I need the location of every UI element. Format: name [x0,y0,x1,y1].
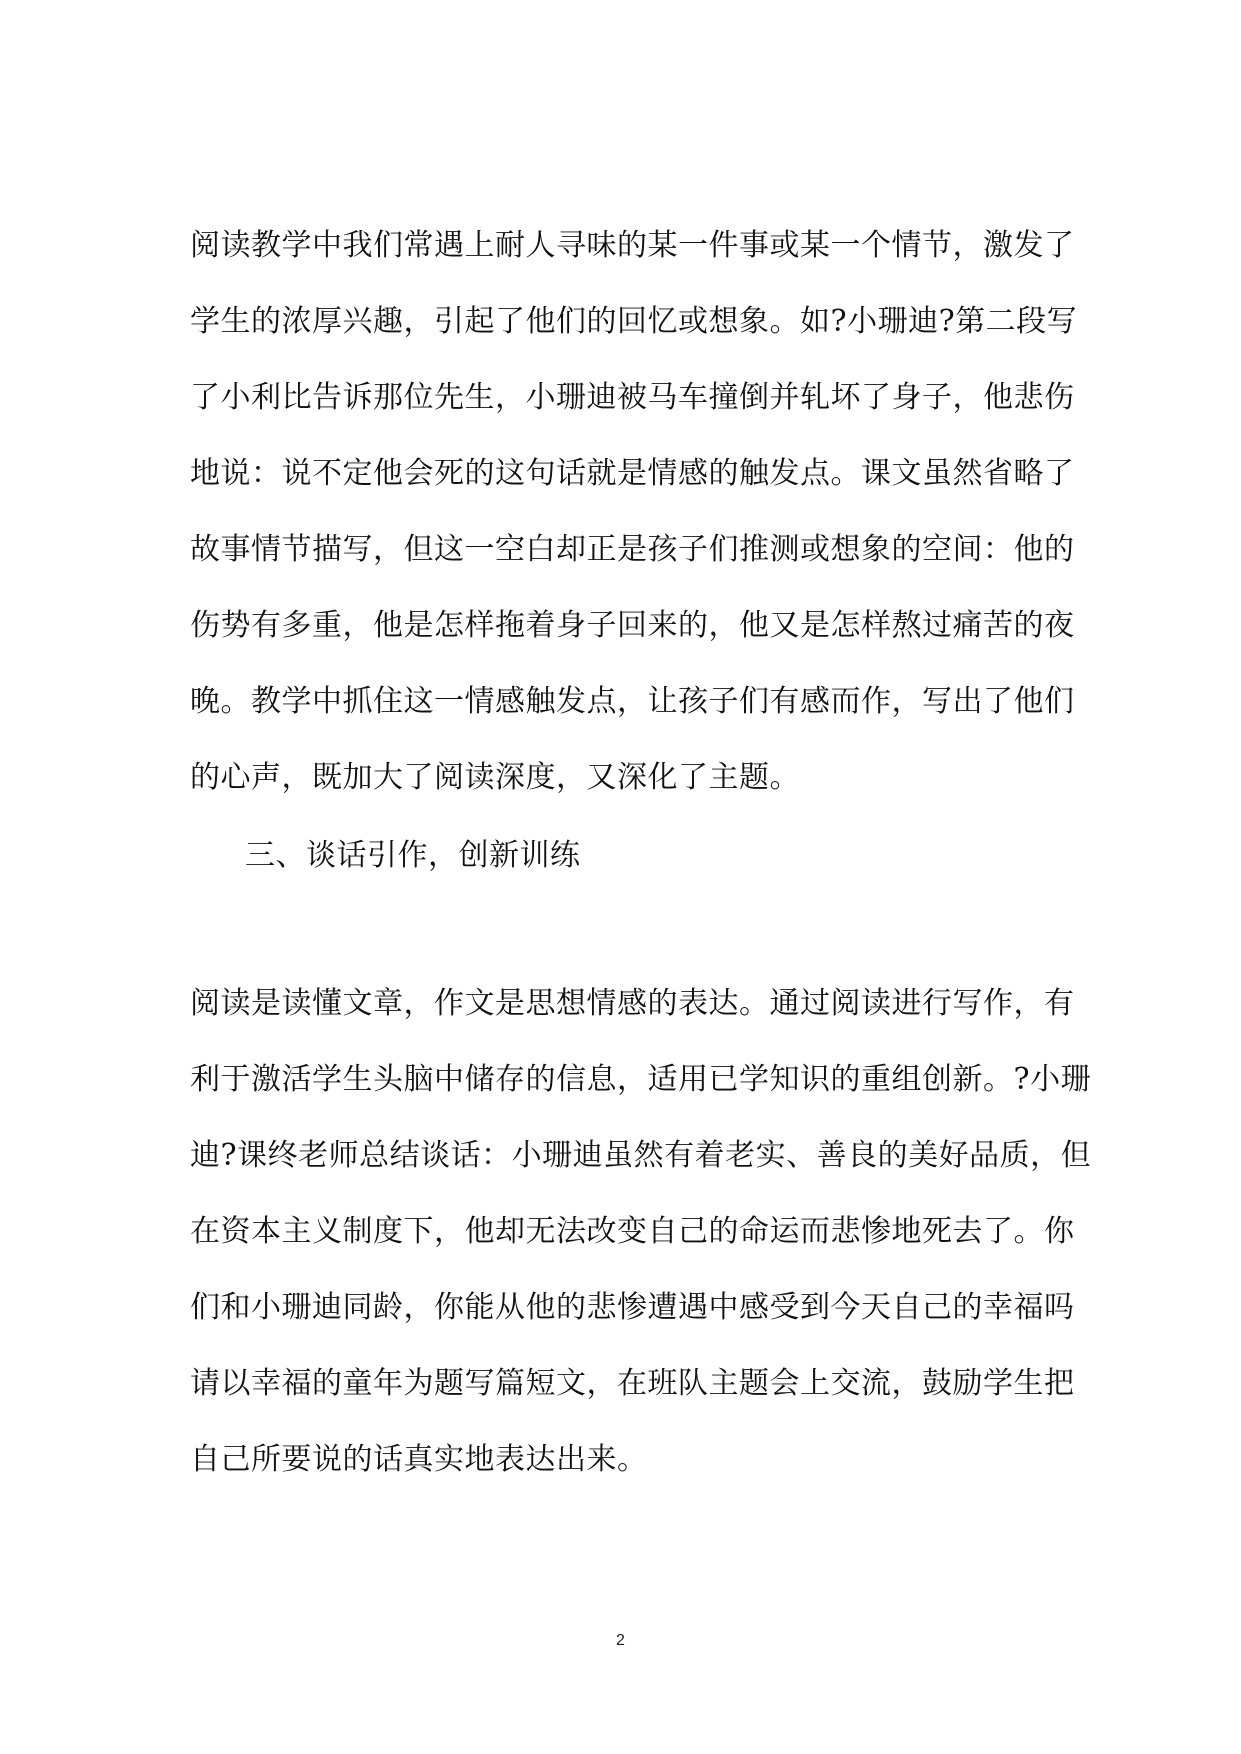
section-heading-text: 三、谈话引作，创新训练 [245,838,581,873]
text-line: 迪?课终老师总结谈话：小珊迪虽然有着老实、善良的美好品质，但 [190,1138,1092,1173]
text-line: 自己所要说的话真实地表达出来。 [190,1442,648,1477]
text-line: 了小利比告诉那位先生，小珊迪被马车撞倒并轧坏了身子，他悲伤 [190,380,1075,415]
text-line: 的心声，既加大了阅读深度，又深化了主题。 [190,760,800,795]
page-number: 2 [616,1632,625,1649]
text-line: 们和小珊迪同龄，你能从他的悲惨遭遇中感受到今天自己的幸福吗 [190,1290,1075,1325]
text-line: 伤势有多重，他是怎样拖着身子回来的，他又是怎样熬过痛苦的夜 [190,608,1075,643]
text-line: 阅读是读懂文章，作文是思想情感的表达。通过阅读进行写作，有 [190,986,1075,1021]
text-line: 阅读教学中我们常遇上耐人寻味的某一件事或某一个情节，激发了 [190,228,1075,263]
section-heading [245,818,1115,894]
text-line: 利于激活学生头脑中储存的信息，适用已学知识的重组创新。?小珊 [190,1062,1092,1097]
text-line: 请以幸福的童年为题写篇短文，在班队主题会上交流，鼓励学生把 [190,1366,1075,1401]
paragraph [190,208,1078,816]
text-line: 故事情节描写，但这一空白却正是孩子们推测或想象的空间：他的 [190,532,1075,567]
text-line: 地说：说不定他会死的这句话就是情感的触发点。课文虽然省略了 [190,456,1075,491]
text-line: 晚。教学中抓住这一情感触发点，让孩子们有感而作，写出了他们 [190,684,1075,719]
text-line: 学生的浓厚兴趣，引起了他们的回忆或想象。如?小珊迪?第二段写 [190,304,1078,339]
paragraph [190,966,1092,1498]
text-line: 在资本主义制度下，他却无法改变自己的命运而悲惨地死去了。你 [190,1214,1075,1249]
